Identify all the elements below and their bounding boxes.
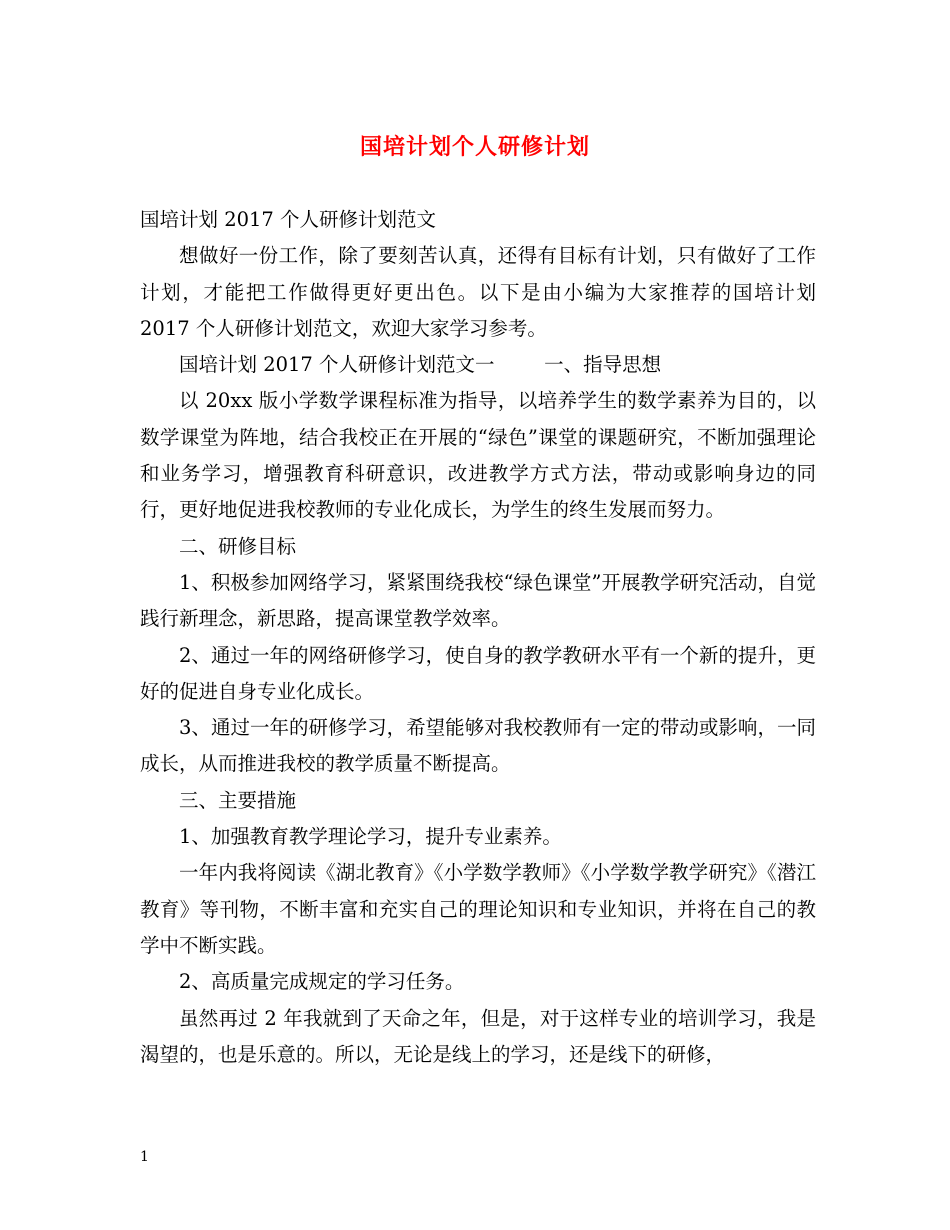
paragraph-intro: 想做好一份工作，除了要刻苦认真，还得有目标有计划，只有做好了工作计划，才能把工作做得更好更出色。以下是由小编为大家推荐的国培计划 2017 个人研修计划范文，欢迎大家学习参考。 bbox=[140, 244, 823, 340]
paragraph-goal-3: 3、通过一年的研修学习，希望能够对我校教师有一定的带动或影响，一同成长，从而推进我校的教学质量不断提高。 bbox=[140, 716, 816, 776]
heading-main-measures: 三、主要措施 bbox=[179, 788, 297, 812]
paragraph-learning-attitude: 虽然再过 2 年我就到了天命之年，但是，对于这样专业的培训学习，我是渴望的，也是乐意的。所以，无论是线上的学习，还是线下的研修， bbox=[140, 1006, 816, 1066]
paragraph-section-heading: 国培计划 2017 个人研修计划范文一 一、指导思想 bbox=[179, 353, 662, 377]
heading-research-goals: 二、研修目标 bbox=[179, 534, 297, 558]
paragraph-goal-1: 1、积极参加网络学习，紧紧围绕我校“绿色课堂”开展教学研究活动，自觉践行新理念，新思路，提高课堂教学效率。 bbox=[140, 570, 816, 631]
paragraph-goal-2: 2、通过一年的网络研修学习，使自身的教学教研水平有一个新的提升，更好的促进自身专业化成长。 bbox=[140, 643, 816, 703]
paragraph-reading-plan: 一年内我将阅读《湖北教育》《小学数学教师》《小学数学教学研究》《潜江教育》等刊物，不断丰富和充实自己的理论知识和专业知识，并将在自己的教学中不断实践。 bbox=[140, 861, 816, 957]
paragraph-guiding-ideology: 以 20xx 版小学数学课程标准为指导，以培养学生的数学素养为目的，以数学课堂为阵地，结合我校正在开展的“绿色”课堂的课题研究，不断加强理论和业务学习，增强教育科研意识，改进教学方式方法，带动或影响身边的同行，更好地促进我校教师的专业化成长，为学生的终生发展而努力。 bbox=[140, 389, 816, 522]
paragraph-measure-2: 2、高质量完成规定的学习任务。 bbox=[179, 970, 465, 994]
paragraph-subtitle: 国培计划 2017 个人研修计划范文 bbox=[140, 208, 437, 231]
paragraph-measure-1: 1、加强教育教学理论学习，提升专业素养。 bbox=[179, 825, 562, 849]
document-title: 国培计划个人研修计划 bbox=[359, 134, 590, 160]
page-number: 1 bbox=[140, 1149, 149, 1165]
document-body bbox=[140, 202, 823, 1073]
